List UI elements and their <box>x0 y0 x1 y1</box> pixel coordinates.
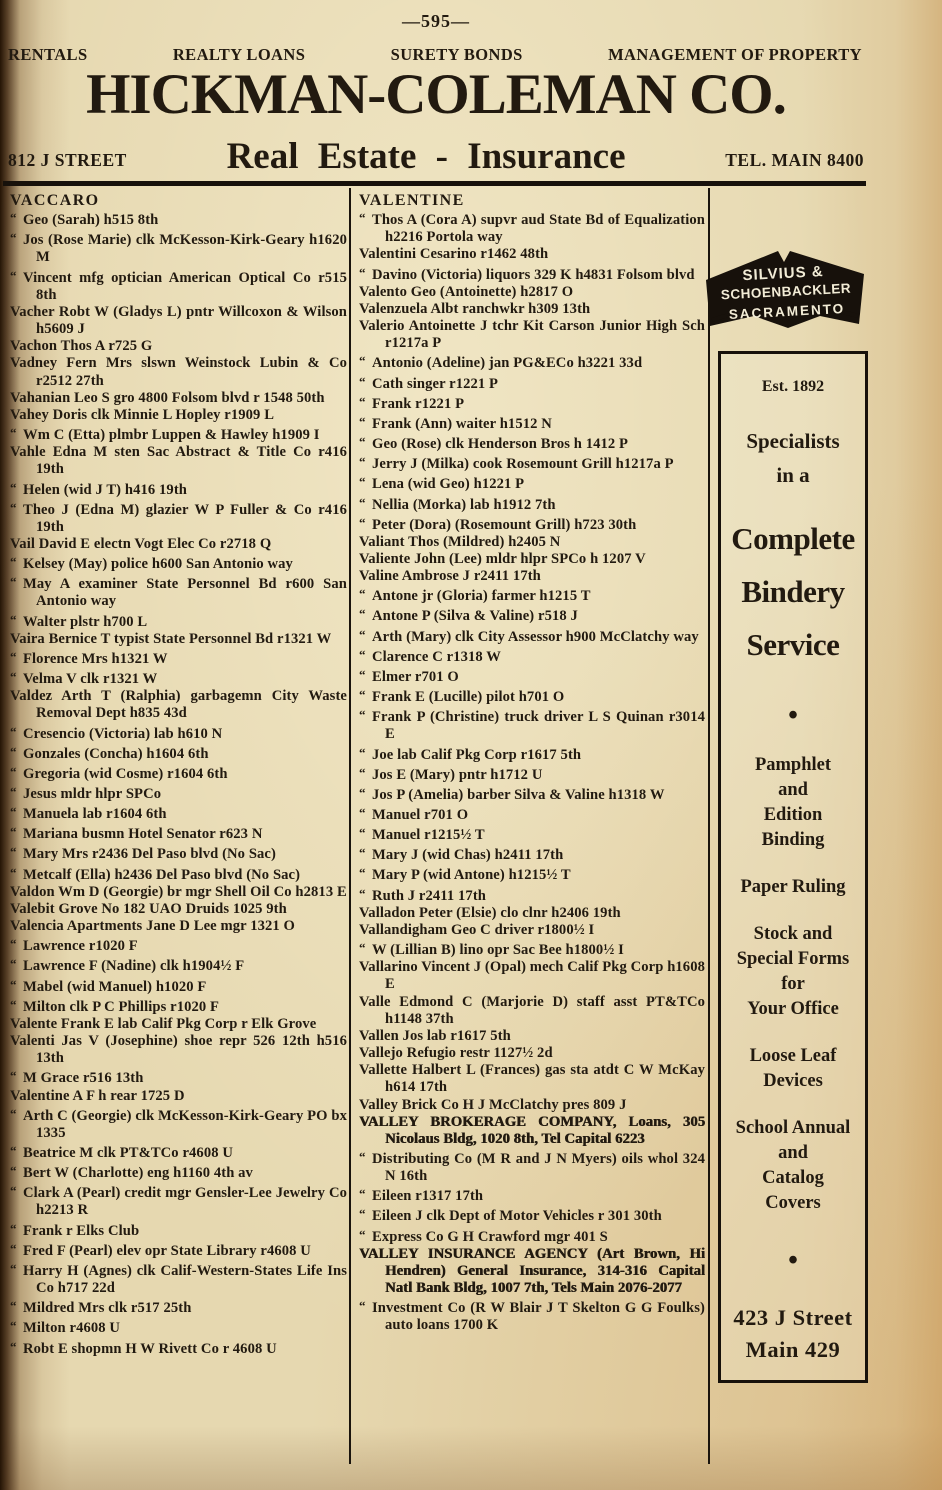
ditto-mark: “ <box>359 666 366 682</box>
directory-entry: Valento Geo (Antoinette) h2817 O <box>359 283 574 300</box>
ad-line: Catalog <box>762 1168 824 1188</box>
bullet-dot: • <box>788 700 798 731</box>
directory-entry: “ Arth (Mary) clk City Assessor h900 McClatchy way <box>359 626 699 645</box>
page-number: —595— <box>402 11 470 31</box>
bullet-dot: • <box>788 1245 798 1276</box>
directory-entry: “ Nellia (Morka) lab h1912 7th <box>359 494 556 513</box>
directory-entry: “ Frank P (Christine) truck driver L S Quinan r3014 E <box>359 707 705 743</box>
ad-line: Complete <box>731 521 855 556</box>
ad-section <box>721 922 865 1022</box>
directory-entry: Vahey Doris clk Minnie L Hopley r1909 L <box>10 406 275 423</box>
directory-entry: “ Antone P (Silva & Valine) r518 J <box>359 606 578 625</box>
ad-line: Specialists <box>746 429 840 453</box>
ditto-mark: “ <box>10 210 17 226</box>
ditto-mark: “ <box>359 1226 366 1242</box>
directory-entry: Valentini Cesarino r1462 48th <box>359 246 549 263</box>
ad-section <box>721 1246 865 1276</box>
ditto-mark: “ <box>359 825 366 841</box>
directory-entry: Vaira Bernice T typist State Personnel Bd r1321 W <box>10 630 332 647</box>
directory-entry: “ Metcalf (Ella) h2436 Del Paso blvd (No Sac) <box>10 864 301 883</box>
ditto-mark: “ <box>10 763 17 779</box>
directory-entry: “ Beatrice M clk PT&TCo r4608 U <box>10 1142 233 1161</box>
directory-entry: “ Thos A (Cora A) supvr aud State Bd of Equalization h2216 Portola way <box>359 210 705 246</box>
directory-entry: “ Milton clk P C Phillips r1020 F <box>10 996 220 1015</box>
ditto-mark: “ <box>359 494 366 510</box>
directory-entry: “ Robt E shopmn H W Rivett Co r 4608 U <box>10 1338 277 1357</box>
directory-entry: Valente Frank E lab Calif Pkg Corp r Elk Grove <box>10 1015 317 1032</box>
directory-entry: “ Investment Co (R W Blair J T Skelton G G Foulks) auto loans 1700 K <box>359 1298 705 1334</box>
directory-entry: “ Jos P (Amelia) barber Silva & Valine h1318 W <box>359 784 665 803</box>
directory-entry: “ M Grace r516 13th <box>10 1068 144 1087</box>
ditto-mark: “ <box>10 554 17 570</box>
directory-entry: “ Geo (Rose) clk Henderson Bros h 1412 P <box>359 434 629 453</box>
directory-entry: “ Antonio (Adeline) jan PG&ECo h3221 33d <box>359 353 643 372</box>
directory-entry: Valenti Jas V (Josephine) shoe repr 526 12th h516 13th <box>10 1033 347 1067</box>
ditto-mark: “ <box>10 1068 17 1084</box>
svg-text:SCHOENBACKLER: SCHOENBACKLER <box>720 280 852 303</box>
directory-entry: Valdez Arth T (Ralphia) garbagemn City Waste Removal Dept h835 43d <box>10 688 347 722</box>
ditto-mark: “ <box>10 479 17 495</box>
ditto-mark: “ <box>359 940 366 956</box>
directory-entry: Valerio Antoinette J tchr Kit Carson Junior High Sch r1217a P <box>359 318 705 352</box>
ditto-mark: “ <box>359 805 366 820</box>
ditto-mark: “ <box>10 611 17 627</box>
directory-entry: “ Frank r Elks Club <box>10 1220 140 1239</box>
ditto-mark: “ <box>10 1142 17 1158</box>
column-divider-1 <box>349 188 351 1464</box>
ad-section <box>721 701 865 731</box>
directory-entry: “ Bert W (Charlotte) eng h1160 4th av <box>10 1163 253 1182</box>
directory-entry: “ Clarence C r1318 W <box>359 646 501 665</box>
ditto-mark: “ <box>10 267 17 283</box>
ditto-mark: “ <box>10 723 17 739</box>
ditto-mark: “ <box>359 373 366 389</box>
directory-entry: Vallejo Refugio restr 1127½ 2d <box>359 1045 553 1062</box>
ad-line: Service <box>746 627 840 662</box>
ditto-mark: “ <box>10 1240 17 1256</box>
company-services: Real Estate - Insurance <box>226 136 626 177</box>
ditto-mark: “ <box>359 586 366 602</box>
directory-entry: Vadney Fern Mrs slswn Weinstock Lubin & Co r2512 27th <box>10 355 347 389</box>
ditto-mark: “ <box>10 996 17 1012</box>
directory-entry: “ Ruth J r2411 17th <box>359 885 487 904</box>
ad-section <box>721 1044 865 1094</box>
directory-entry: “ Cresencio (Victoria) lab h610 N <box>10 723 223 742</box>
ad-line: Main 429 <box>745 1337 841 1362</box>
ditto-mark: “ <box>359 885 366 901</box>
directory-entry: “ Jerry J (Milka) cook Rosemount Grill h1217a P <box>359 454 674 473</box>
directory-entry: Vail David E electn Vogt Elec Co r2718 Q <box>10 535 272 552</box>
ditto-mark: “ <box>359 845 366 861</box>
ditto-mark: “ <box>359 865 366 881</box>
directory-entry: “ Joe lab Calif Pkg Corp r1617 5th <box>359 744 582 763</box>
directory-entry: Valenzuela Albt ranchwkr h309 13th <box>359 300 591 317</box>
category-management: MANAGEMENT OF PROPERTY <box>608 45 862 64</box>
directory-column-2 <box>359 192 705 1468</box>
ditto-mark: “ <box>10 574 17 590</box>
directory-entry: Valley Brick Co H J McClatchy pres 809 J <box>359 1096 627 1113</box>
directory-entry: Valine Ambrose J r2411 17th <box>359 568 541 585</box>
ditto-mark: “ <box>359 646 366 662</box>
directory-entry: Valiente John (Lee) mldr hlpr SPCo h 1207 V <box>359 550 646 567</box>
ditto-mark: “ <box>10 1105 17 1121</box>
ditto-mark: “ <box>10 1260 17 1276</box>
directory-entry: “ Eileen r1317 17th <box>359 1186 484 1205</box>
directory-entry: “ Clark A (Pearl) credit mgr Gensler-Lee Jewelry Co h2213 R <box>10 1183 347 1219</box>
ad-section <box>721 1302 865 1373</box>
ad-line: Your Office <box>747 999 839 1019</box>
ditto-mark: “ <box>359 626 366 642</box>
directory-entry: Vachon Thos A r725 G <box>10 338 153 355</box>
directory-entry: Valle Edmond C (Marjorie D) staff asst PT&TCo h1148 37th <box>359 993 705 1027</box>
ditto-mark: “ <box>359 264 366 280</box>
ditto-mark: “ <box>10 1220 17 1236</box>
directory-entry: Valencia Apartments Jane D Lee mgr 1321 O <box>10 918 296 935</box>
ad-line: Paper Ruling <box>740 877 846 897</box>
directory-entry: “ Distributing Co (M R and J N Myers) oils whol 324 N 16th <box>359 1148 705 1185</box>
directory-entry: Vallarino Vincent J (Opal) mech Calif Pkg Corp h1608 E <box>359 959 705 993</box>
ad-section <box>721 378 865 396</box>
company-phone: TEL. MAIN 8400 <box>725 150 864 170</box>
ditto-mark: “ <box>359 687 366 703</box>
company-name: HICKMAN-COLEMAN CO. <box>86 63 786 126</box>
directory-entry: VALLEY INSURANCE AGENCY (Art Brown, Hi Hendren) General Insurance, 314-316 Capital Natl Bank Bldg, 1007 7th, Tels Main 2076-2077 <box>359 1245 705 1297</box>
svg-text:SILVIUS &: SILVIUS & <box>742 263 825 285</box>
ad-section <box>721 424 865 492</box>
directory-entry: “ Mary P (wid Antone) h1215½ T <box>359 865 571 884</box>
ditto-mark: “ <box>10 669 17 685</box>
ditto-mark: “ <box>359 744 366 760</box>
ad-line: Loose Leaf <box>749 1046 837 1066</box>
directory-entry: “ Jos (Rose Marie) clk McKesson-Kirk-Geary h1620 M <box>10 230 347 266</box>
ditto-mark: “ <box>359 606 366 622</box>
ad-line: for <box>781 974 805 994</box>
ditto-mark: “ <box>10 1318 17 1334</box>
ad-line: Special Forms <box>736 949 850 969</box>
ditto-mark: “ <box>10 824 17 840</box>
directory-entry: “ Mary Mrs r2436 Del Paso blvd (No Sac) <box>10 844 276 863</box>
directory-entry: “ May A examiner State Personnel Bd r600 San Antonio way <box>10 574 347 610</box>
ditto-mark: “ <box>10 648 17 664</box>
ditto-mark: “ <box>359 454 366 470</box>
open-book-logo-icon <box>700 246 872 340</box>
directory-entry: “ Lawrence F (Nadine) clk h1904½ F <box>10 956 245 975</box>
directory-entry: “ Arth C (Georgie) clk McKesson-Kirk-Geary PO bx 1335 <box>10 1105 347 1141</box>
ditto-mark: “ <box>359 393 366 409</box>
ditto-mark: “ <box>10 956 17 972</box>
category-surety-bonds: SURETY BONDS <box>390 45 523 64</box>
ad-line: Covers <box>765 1193 821 1213</box>
directory-entry: “ Vincent mfg optician American Optical Co r515 8th <box>10 267 347 303</box>
ditto-mark: “ <box>10 1163 17 1179</box>
directory-entry: “ Lawrence r1020 F <box>10 936 138 955</box>
ditto-mark: “ <box>10 425 17 441</box>
directory-entry: “ Elmer r701 O <box>359 666 459 685</box>
ditto-mark: “ <box>359 764 366 780</box>
category-rentals: RENTALS <box>8 45 88 64</box>
directory-entry: “ Manuela lab r1604 6th <box>10 804 167 823</box>
ditto-mark: “ <box>10 499 17 515</box>
directory-entry: “ Gonzales (Concha) h1604 6th <box>10 743 209 762</box>
ad-line: Est. 1892 <box>761 378 825 395</box>
ad-line: School Annual <box>735 1118 851 1138</box>
ditto-mark: “ <box>10 1183 17 1199</box>
header-rule <box>3 181 866 186</box>
ditto-mark: “ <box>10 976 17 992</box>
ditto-mark: “ <box>10 804 17 820</box>
directory-entry: “ Geo (Sarah) h515 8th <box>10 210 159 229</box>
directory-entry: “ Jos E (Mary) pntr h1712 U <box>359 764 543 783</box>
directory-entry: “ Express Co G H Crawford mgr 401 S <box>359 1226 608 1245</box>
ditto-mark: “ <box>359 1186 366 1202</box>
directory-entry: “ Antone jr (Gloria) farmer h1215 T <box>359 586 591 605</box>
ad-line: Pamphlet <box>754 755 832 775</box>
directory-entry: Vahle Edna M sten Sac Abstract & Title Co r416 19th <box>10 444 347 478</box>
directory-entry: “ Lena (wid Geo) h1221 P <box>359 474 525 493</box>
directory-entry: “ Helen (wid J T) h416 19th <box>10 479 187 498</box>
ditto-mark: “ <box>10 743 17 759</box>
directory-entry: “ Manuel r1215½ T <box>359 825 485 844</box>
ditto-mark: “ <box>359 210 366 226</box>
directory-entry: Valiant Thos (Mildred) h2405 N <box>359 533 561 550</box>
directory-entry: “ Walter plstr h700 L <box>10 611 148 630</box>
directory-entry: “ Wm C (Etta) plmbr Luppen & Hawley h1909 I <box>10 425 320 444</box>
directory-entry: Vahanian Leo S gro 4800 Folsom blvd r 1548 50th <box>10 389 325 406</box>
directory-entry: Vacher Robt W (Gladys L) pntr Willcoxon & Wilson h5609 J <box>10 303 347 338</box>
directory-entry: Valebit Grove No 182 UAO Druids 1025 9th <box>10 900 287 917</box>
directory-entry: “ Mildred Mrs clk r517 25th <box>10 1298 192 1317</box>
directory-entry: “ Kelsey (May) police h600 San Antonio way <box>10 554 293 573</box>
ditto-mark: “ <box>359 1148 366 1164</box>
svg-text:SACRAMENTO: SACRAMENTO <box>728 300 846 323</box>
directory-entry: “ Frank E (Lucille) pilot h701 O <box>359 687 565 706</box>
ad-line: Bindery <box>741 574 845 609</box>
directory-entry: “ W (Lillian B) lino opr Sac Bee h1800½ I <box>359 940 624 959</box>
directory-entry: “ Frank (Ann) waiter h1512 N <box>359 413 552 432</box>
ditto-mark: “ <box>359 353 366 369</box>
ditto-mark: “ <box>10 230 17 246</box>
ditto-mark: “ <box>10 864 17 880</box>
ditto-mark: “ <box>359 1206 366 1222</box>
letter-header: VALENTINE <box>359 192 465 209</box>
directory-entry: “ Gregoria (wid Cosme) r1604 6th <box>10 763 228 782</box>
directory-entry: “ Eileen J clk Dept of Motor Vehicles r 301 30th <box>359 1206 662 1225</box>
directory-column-1 <box>10 192 347 1468</box>
directory-entry: “ Davino (Victoria) liquors 329 K h4831 Folsom blvd <box>359 264 695 283</box>
directory-entry: Vallen Jos lab r1617 5th <box>359 1027 511 1044</box>
ditto-mark: “ <box>359 474 366 490</box>
ditto-mark: “ <box>359 707 366 723</box>
directory-entry: “ Frank r1221 P <box>359 393 465 412</box>
directory-entry: Valladon Peter (Elsie) clo clnr h2406 19th <box>359 904 621 921</box>
directory-entry: “ Fred F (Pearl) elev opr State Library r4608 U <box>10 1240 311 1259</box>
ad-line: in a <box>776 463 810 487</box>
ad-line: 423 J Street <box>733 1305 853 1330</box>
ditto-mark: “ <box>359 514 366 530</box>
ad-line: Devices <box>763 1071 823 1091</box>
ditto-mark: “ <box>359 413 366 429</box>
ad-section <box>721 753 865 853</box>
directory-entry: “ Mary J (wid Chas) h2411 17th <box>359 845 564 864</box>
ad-section <box>721 875 865 900</box>
directory-entry: “ Florence Mrs h1321 W <box>10 648 168 667</box>
directory-entry: “ Peter (Dora) (Rosemount Grill) h723 30th <box>359 514 637 533</box>
category-realty-loans: REALTY LOANS <box>172 45 306 64</box>
bindery-ad-box <box>718 351 868 1383</box>
ad-line: Stock and <box>753 924 833 944</box>
ad-section <box>721 1116 865 1216</box>
company-address: 812 J STREET <box>8 150 127 170</box>
directory-entry: “ Harry H (Agnes) clk Calif-Western-States Life Ins Co h717 22d <box>10 1260 347 1297</box>
ad-line: Edition <box>763 805 823 825</box>
directory-entry: “ Milton r4608 U <box>10 1318 121 1337</box>
directory-entry: “ Mariana busmn Hotel Senator r623 N <box>10 824 263 843</box>
ditto-mark: “ <box>10 784 17 799</box>
directory-entry: “ Cath singer r1221 P <box>359 373 499 392</box>
directory-entry: Valdon Wm D (Georgie) br mgr Shell Oil Co h2813 E <box>10 883 347 900</box>
letter-header: VACCARO <box>10 192 100 209</box>
directory-entry: “ Manuel r701 O <box>359 805 469 823</box>
ditto-mark: “ <box>10 1298 17 1314</box>
ditto-mark: “ <box>359 434 366 450</box>
ad-line: and <box>778 1143 808 1163</box>
directory-entry: “ Mabel (wid Manuel) h1020 F <box>10 976 207 995</box>
ditto-mark: “ <box>10 936 17 952</box>
ad-line: Binding <box>761 830 825 850</box>
directory-entry: “ Velma V clk r1321 W <box>10 669 158 688</box>
directory-entry: Valentine A F h rear 1725 D <box>10 1087 185 1104</box>
ditto-mark: “ <box>359 784 366 800</box>
ditto-mark: “ <box>10 844 17 860</box>
ad-line: and <box>778 780 808 800</box>
directory-entry: “ Jesus mldr hlpr SPCo <box>10 784 162 802</box>
column-divider-2 <box>708 188 710 1464</box>
directory-entry: VALLEY BROKERAGE COMPANY, Loans, 305 Nicolaus Bldg, 1020 8th, Tel Capital 6223 <box>359 1113 705 1147</box>
directory-entry: Vallandigham Geo C driver r1800½ I <box>359 921 595 938</box>
ad-section <box>721 512 865 671</box>
ditto-mark: “ <box>10 1338 17 1354</box>
ditto-mark: “ <box>359 1298 366 1314</box>
directory-entry: Vallette Halbert L (Frances) gas sta atdt C W McKay h614 17th <box>359 1062 705 1096</box>
directory-entry: “ Theo J (Edna M) glazier W P Fuller & Co r416 19th <box>10 499 347 535</box>
company-subheader <box>8 130 864 178</box>
